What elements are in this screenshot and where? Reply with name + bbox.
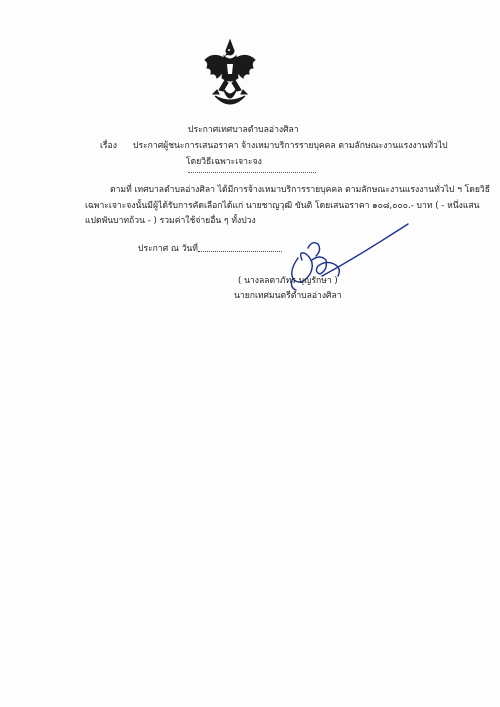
body-paragraph-line-2: เฉพาะเจาะจงนั้นมีผู้ได้รับการคัดเลือกได้แก่ นายชาญวุฒิ ขันติ โดยเสนอราคา ๑๐๘,๐๐๐.- บาท ( - หนึ่งแสน bbox=[85, 201, 480, 211]
subject-label: เรื่อง bbox=[100, 141, 117, 151]
body-paragraph-line-1: ตามที่ เทศบาลตำบลอ่างศิลา ได้มีการจ้างเหมาบริการรายบุคคล ตามลักษณะงานแรงงานทั่วไป ฯ โดยวิธี bbox=[110, 185, 490, 195]
date-blank-line bbox=[198, 251, 282, 252]
body-paragraph-line-3: แปดพันบาทถ้วน - ) รวมค่าใช้จ่ายอื่น ๆ ทั้งปวง bbox=[85, 216, 256, 226]
subject-text: ประกาศผู้ชนะการเสนอราคา จ้างเหมาบริการรายบุคคล ตามลักษณะงานแรงงานทั่วไป bbox=[133, 141, 448, 151]
subject-continuation: โดยวิธีเฉพาะเจาะจง bbox=[186, 157, 262, 167]
document-title: ประกาศเทศบาลตำบลอ่างศิลา bbox=[188, 125, 299, 135]
announce-date-label: ประกาศ ณ วันที่ bbox=[138, 244, 198, 254]
signer-position: นายกเทศมนตรีตำบลอ่างศิลา bbox=[234, 291, 342, 301]
divider-line bbox=[188, 172, 316, 173]
garuda-emblem-icon bbox=[203, 38, 257, 112]
signer-name: ( นางลลตาภัทร บุญรักษา ) bbox=[238, 276, 338, 286]
